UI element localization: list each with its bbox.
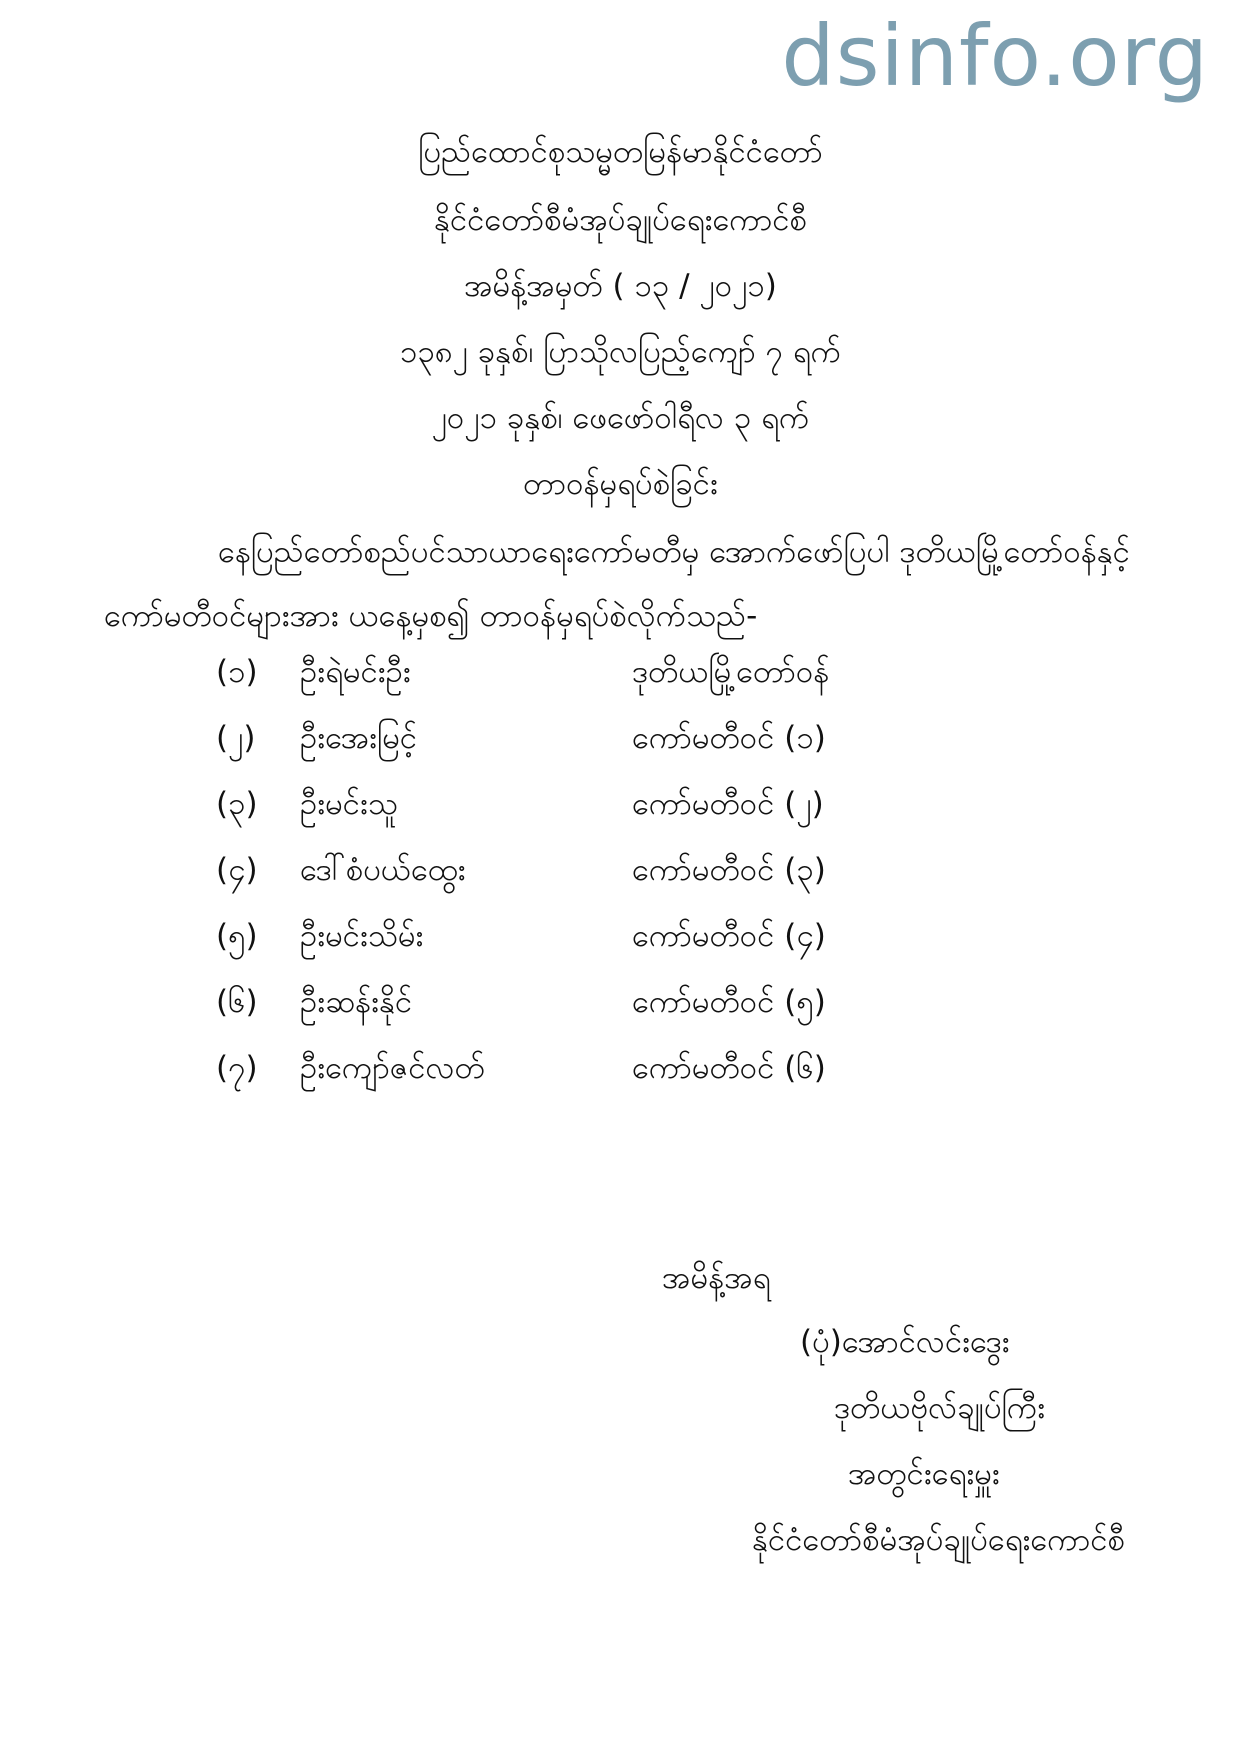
member-list	[0, 654, 1241, 1094]
date-myanmar: ၁၃၈၂ ခုနှစ်၊ ပြာသိုလပြည့်ကျော် ၇ ရက်	[400, 334, 841, 370]
item-number: (၆)	[216, 984, 258, 1020]
watermark: dsinfo.org	[781, 7, 1209, 105]
member-role: ကော်မတီဝင် (၁)	[632, 720, 826, 756]
signatory-title: အတွင်းရေးမှူး	[848, 1456, 1000, 1492]
list-item	[0, 654, 1241, 702]
list-item	[0, 1050, 1241, 1098]
signatory-rank: ဒုတိယဗိုလ်ချုပ်ကြီး	[834, 1390, 1046, 1426]
by-order-label: အမိန့်အရ	[662, 1260, 771, 1296]
date-gregorian: ၂၀၂၁ ခုနှစ်၊ ဖေဖော်ဝါရီလ ၃ ရက်	[431, 400, 810, 436]
item-number: (၃)	[216, 786, 258, 822]
member-role: ကော်မတီဝင် (၃)	[632, 852, 826, 888]
list-item	[0, 786, 1241, 834]
signatory-council: နိုင်ငံတော်စီမံအုပ်ချုပ်ရေးကောင်စီ	[752, 1522, 1125, 1558]
member-name: ဦးကျော်ဇင်လတ်	[300, 1050, 485, 1086]
subject-heading: တာဝန်မှရပ်စဲခြင်း	[523, 466, 718, 502]
list-item	[0, 720, 1241, 768]
item-number: (၁)	[216, 654, 258, 690]
member-name: ဦးရဲမင်းဦး	[300, 654, 411, 690]
member-name: ဦးအေးမြင့်	[300, 720, 418, 756]
list-item	[0, 918, 1241, 966]
list-item	[0, 984, 1241, 1032]
item-number: (၄)	[216, 852, 258, 888]
member-role: ကော်မတီဝင် (၅)	[632, 984, 826, 1020]
country-heading: ပြည်ထောင်စုသမ္မတမြန်မာနိုင်ငံတော်	[418, 134, 823, 170]
member-role: ကော်မတီဝင် (၆)	[632, 1050, 826, 1086]
member-name: ဦးမင်းသူ	[300, 786, 398, 822]
member-name: ဒေါ်စံပယ်ထွေး	[300, 852, 466, 888]
member-role: ကော်မတီဝင် (၂)	[632, 786, 824, 822]
body-paragraph-line-2: ကော်မတီဝင်များအား ယနေ့မှစ၍ တာဝန်မှရပ်စဲလိုက်သည်-	[104, 598, 758, 634]
member-name: ဦးဆန်းနိုင်	[300, 984, 413, 1020]
signatory-name: (ပုံ)အောင်လင်းဒွေး	[800, 1324, 1010, 1360]
item-number: (၂)	[216, 720, 256, 756]
council-heading: နိုင်ငံတော်စီမံအုပ်ချုပ်ရေးကောင်စီ	[434, 202, 807, 238]
member-role: ဒုတိယမြို့တော်ဝန်	[632, 654, 830, 690]
list-item	[0, 852, 1241, 900]
member-name: ဦးမင်းသိမ်း	[300, 918, 424, 954]
order-number: အမိန့်အမှတ် ( ၁၃ / ၂၀၂၁)	[464, 268, 777, 304]
item-number: (၇)	[216, 1050, 258, 1086]
body-paragraph-line-1: နေပြည်တော်စည်ပင်သာယာရေးကော်မတီမှ အောက်ဖော်ပြပါ ဒုတိယမြို့တော်ဝန်နှင့်	[218, 534, 1130, 570]
item-number: (၅)	[216, 918, 258, 954]
member-role: ကော်မတီဝင် (၄)	[632, 918, 826, 954]
